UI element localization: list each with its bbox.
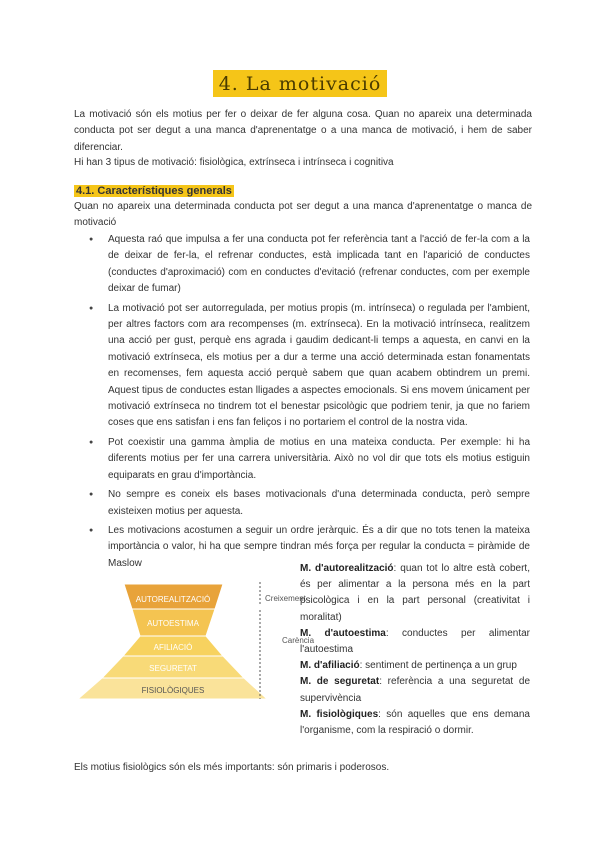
motives-list bbox=[300, 561, 530, 739]
intro-types: Hi han 3 tipus de motivació: fisiològica, extrínseca i intrínseca i cognitiva bbox=[74, 157, 394, 168]
pyramid-label-fisiologiques: FISIOLÒGIQUES bbox=[141, 686, 205, 695]
motive-text: : sentiment de pertinença a un grup bbox=[359, 660, 517, 672]
closing-paragraph: Els motius fisiològics són els més importants: són primaris i poderosos. bbox=[74, 762, 390, 773]
list-item: ● Pot coexistir una gamma àmplia de motius en una mateixa conducta. Per exemple: hi ha diferents motius per fer una carrera universitària. Això no vol dir que tots els motius estiguin equiparats en grau d'importància. bbox=[74, 435, 530, 484]
deficiency-label: Carència bbox=[282, 636, 315, 645]
motive-term: M. fisiològiques bbox=[300, 708, 379, 720]
motive-item bbox=[300, 707, 530, 739]
page-title: 4. La motivació bbox=[213, 70, 388, 97]
intro-paragraph: La motivació són els motius per fer o deixar de fer alguna cosa. Quan no apareix una determinada conducta pot ser degut a una manca d'aprenentatge o a una manca de motivació, i hem de saber diferenciar. bbox=[74, 109, 532, 153]
pyramid-label-seguretat: SEGURETAT bbox=[149, 664, 197, 673]
bullet-list bbox=[74, 232, 530, 575]
list-item: ● Les motivacions acostumen a seguir un ordre jeràrquic. És a dir que no tots tenen la mateixa importància o valor, hi ha que sempre tindran més força per regular la conducta = piràmide de Maslow bbox=[74, 523, 530, 572]
pyramid-label-autorealitzacio: AUTOREALITZACIÓ bbox=[135, 595, 211, 604]
list-item: ● La motivació pot ser autorregulada, per motius propis (m. intrínseca) o regulada per l'ambient, per altres factors com ara recompenses (m. extrínseca). En la motivació intrínseca, realitzem una acció per gust, perquè ens agrada i gaudim dedicant-li temps a aquesta, en canvi en la motivació extrínseca, els motius per a dur a terme una acció determinada estan fonamentats en recomenses, fem aquesta acció perquè sabem que quan acabem obtindrem un premi. Aquest tipus de conductes estan lligades a aspectes emocionals. Si ens movem únicament per motivació extrínseca no tindrem tot el benestar psicològic que podriem tenir, ja que no fariem coses que ens satisfan i ens fan feliços i no portariem el control de la nostra vida. bbox=[74, 301, 530, 432]
pyramid-label-autoestima: AUTOESTIMA bbox=[147, 619, 199, 628]
growth-label: Creixement bbox=[265, 594, 306, 603]
list-item: ● No sempre es coneix els bases motivacionals d'una determinada conducta, però sempre existeixen motius per aquesta. bbox=[74, 487, 530, 520]
motive-item bbox=[300, 674, 530, 706]
motive-term: M. de seguretat bbox=[300, 676, 380, 688]
motive-term: M. d'afiliació bbox=[300, 660, 360, 672]
motive-text: : són aquelles que ens demana l'organisme, com la respiració o dormir. bbox=[300, 708, 530, 737]
motive-term: M. d'autoestima bbox=[300, 627, 386, 639]
list-item: ● Aquesta raó que impulsa a fer una conducta pot fer referència tant a l'acció de fer-la com a la de deixar de fer-la, el refrenar conductes, està implicada tant en l'aparició de conductes (conductes d'aproximació) com en conductes d'evitació (refrenar conductes, com per exemple deixar de fumar) bbox=[74, 232, 530, 298]
pyramid-label-afiliacio: AFILIACIÓ bbox=[153, 643, 193, 652]
section-heading-text: 4.1. Característiques generals bbox=[76, 185, 232, 197]
motive-text: : referència a una seguretat de supervivència bbox=[300, 676, 531, 704]
motive-term: M. d'autorealització bbox=[300, 563, 394, 574]
section-heading bbox=[74, 184, 234, 198]
motive-text: : conductes per alimentar l'autoestima bbox=[300, 627, 531, 656]
motive-item bbox=[300, 658, 530, 674]
section-lead: Quan no apareix una determinada conducta pot ser degut a una manca d'aprenentatge o manca de motivació bbox=[74, 201, 532, 229]
motive-text: : quan tot lo altre està cobert, és per alimentar a la persona més en la part psicològica i en la part personal (creativitat i moralitat) bbox=[300, 563, 530, 623]
title-wrapper bbox=[0, 70, 600, 97]
motive-item bbox=[300, 561, 530, 626]
motive-item bbox=[300, 626, 530, 658]
